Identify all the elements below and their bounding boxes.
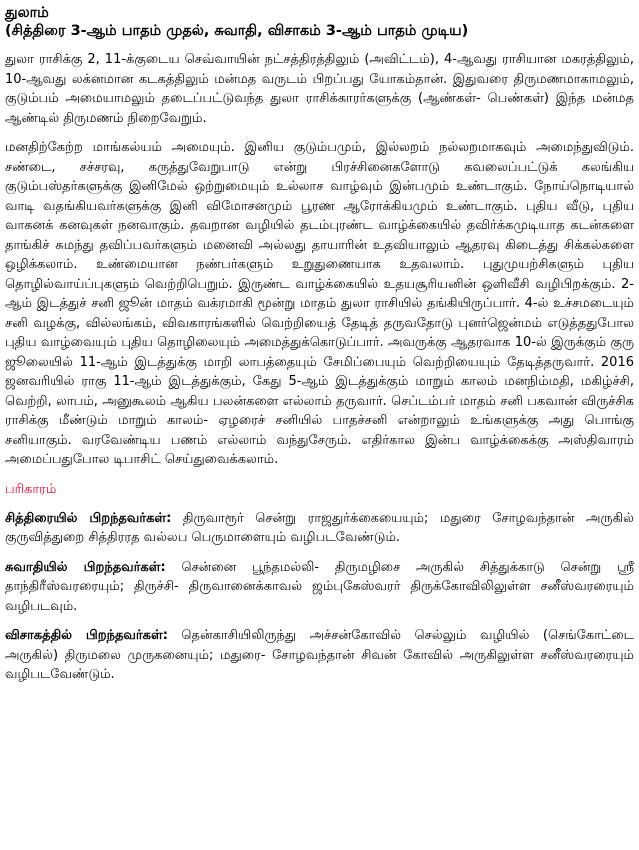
remedies-heading: பரிகாரம் xyxy=(5,481,57,497)
article-subtitle: (சித்திரை 3-ஆம் பாதம் முதல், சுவாதி, விசாகம் 3-ஆம் பாதம் முடிய) xyxy=(5,23,469,39)
remedy-text: தென்காசியிலிருந்து அச்சன்கோவில் செல்லும் வழியில் (செங்கோட்டை அருகில்) திருமலை முருகனையும்; மதுரை- சோழவந்தான் சிவன் கோவில் அருகிலுள்ள சனீஸ்வரரையும் வழிபடவேண்டும். xyxy=(5,628,634,682)
remedy-text: திருவாரூர் சென்று ராஜதுர்க்கையையும்; மதுரை சோழவந்தான் அருகில் குருவித்துறை சித்திரரத வல்லப பெருமாளையும் வழிபடவேண்டும். xyxy=(5,510,634,545)
remedy-label: சுவாதியில் பிறந்தவர்கள்: xyxy=(5,559,166,575)
article-title: துலாம் xyxy=(5,5,49,21)
remedy-text: சென்னை பூந்தமல்லி- திருமழிசை அருகில் சித்துக்காடு சென்று ஸ்ரீ தாந்திரீஸ்வரரையும்; திருச்சி- திருவானைக்காவல் ஜம்புகேஸ்வரர் திருக்கோவிலிலுள்ள சனீஸ்வரரையும் வழிபடவும். xyxy=(5,559,634,614)
remedy-label: விசாகத்தில் பிறந்தவர்கள்: xyxy=(5,628,168,643)
remedy-visakam xyxy=(5,626,634,685)
paragraph-predictions: மனதிற்கேற்ற மாங்கல்யம் அமையும். இனிய குடும்பமும், இல்லறம் நல்லறமாகவும் அமைந்துவிடும். சண்டை, சச்சரவு, கருத்துவேறுபாடு என்று பிரச்சினைகளோடு கவலைப்பட்டுக் கலங்கிய குடும்பஸ்தர்களுக்கு இனிமேல் ஒற்றுமையும் உல்லாச வாழ்வும் இன்பமும் உண்டாகும். நோய்நொடியால் வாடி வதங்கியவர்களுக்கு இனி விமோசனமும் பூரண ஆரோக்கியமும் உண்டாகும். புதிய வீடு, புதிய வாகனக் கனவுகள் நனவாகும். தவறான வழியில் தடம்புரண்ட வாழ்க்கையில் தவிர்க்கமுடியாத கடன்களை தாங்கிச் சுமந்து தவிப்பவர்களும் மனைவி அல்லது தாயாரின் உதவியாலும் ஆதரவு கிடைத்து சிக்கல்களை ஒழிக்கலாம். உண்மையான நண்பர்களும் உறுதுணையாக உதவலாம். புதுமுயற்சிகளும் புதிய தொழில்வாய்ப்புகளும் வெற்றிபெறும். இருண்ட வாழ்க்கையில் உதயசூரியனின் ஒளிவீசி வழிபிறக்கும். 2-ஆம் இடத்துச் சனி ஜூன் மாதம் வக்ரமாகி மூன்று மாதம் துலா ராசியில் தங்கியிருப்பார். 4-ல் உச்சமடையும் சனி வழக்கு, வில்லங்கம், விவகாரங்களில் வெற்றியைத் தேடித் தருவதோடு புனர்ஜென்மம் எடுத்ததுபோல புதிய வாழ்வையும் புதிய தொழிலையும் அமைத்துக்கொடுப்பார். அவருக்கு ஆதரவாக 10-ல் இருக்கும் குரு ஜூலையில் 11-ஆம் இடத்துக்கு மாறி லாபத்தையும் சேமிப்பையும் வெற்றியையும் தேடித்தருவார். 2016 ஜனவரியில் ராகு 11-ஆம் இடத்துக்கும், கேது 5-ஆம் இடத்துக்கும் மாறும் காலம் மனநிம்மதி, மகிழ்ச்சி, வெற்றி, லாபம், அனுகூலம் ஆகிய பலன்களை எல்லாம் தருவார். செப்டம்பர் மாதம் சனி பகவான் விருச்சிக ராசிக்கு மீண்டும் மாறும் காலம்- ஏழரைச் சனியில் பாதச்சனி என்றாலும் உங்களுக்கு அது பொங்கு சனியாகும். வரவேண்டிய பணம் எல்லாம் வந்துசேரும். எதிர்கால இன்ப வாழ்க்கைக்கு அஸ்திவாரம் அமைப்பதுபோல டிபாசிட் செய்துவைக்கலாம். xyxy=(5,140,634,467)
remedy-label: சித்திரையில் பிறந்தவர்கள்: xyxy=(5,510,172,526)
remedy-chithirai xyxy=(5,509,634,548)
paragraph-intro: துலா ராசிக்கு 2, 11-க்குடைய செவ்வாயின் நட்சத்திரத்திலும் (அவிட்டம்), 4-ஆவது ராசியான மகரத்திலும், 10-ஆவது லக்னமான கடகத்திலும் மன்மத வருடம் பிறப்பது யோகம்தான். இதுவரை திருமணமாகாமலும், குடும்பம் அமையாமலும் தடைப்பட்டுவந்த துலா ராசிக்காரர்களுக்கு (ஆண்கள்- பெண்கள்) இந்த மன்மத ஆண்டில் திருமணம் நிறைவேறும். xyxy=(5,52,634,126)
remedy-swathi xyxy=(5,558,634,617)
